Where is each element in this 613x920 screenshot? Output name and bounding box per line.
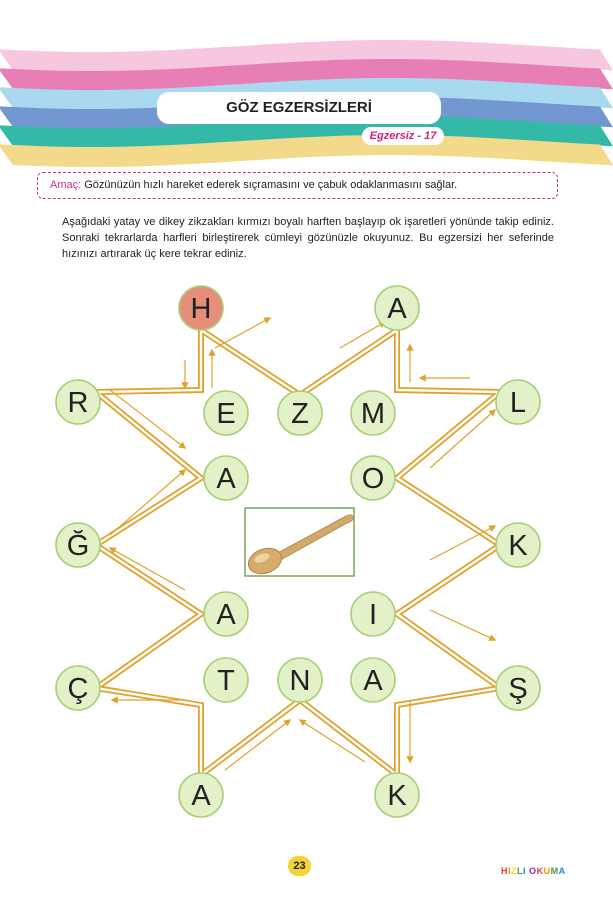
spoon-picture <box>245 508 354 578</box>
letter-circle <box>496 380 540 424</box>
letter-text: I <box>368 599 378 631</box>
letter-text: Ç <box>67 673 89 705</box>
letter-text: T <box>217 665 235 697</box>
brand-letter: L <box>517 866 524 876</box>
letter-circle <box>496 666 540 710</box>
letter-text: E <box>216 398 236 430</box>
letter-circle <box>278 391 322 435</box>
letter-circle <box>204 391 248 435</box>
aim-text: Gözünüzün hızlı hareket ederek sıçramasını ve çabuk odaklanmasını sağlar. <box>81 179 458 191</box>
letter-circle <box>179 773 223 817</box>
brand-letter: A <box>558 866 566 876</box>
letter-circle <box>351 456 395 500</box>
letter-text: Ş <box>508 673 528 705</box>
letter-circle <box>351 658 395 702</box>
zigzag-puzzle <box>0 270 613 830</box>
letter-text: K <box>387 780 407 812</box>
letter-circle <box>56 666 100 710</box>
brand-letter: I <box>523 866 527 876</box>
aim-label: Amaç: <box>50 179 82 191</box>
letter-text: M <box>360 398 386 430</box>
letter-circle <box>204 592 248 636</box>
brand-logo <box>501 866 566 876</box>
letter-text: A <box>363 665 383 697</box>
exercise-badge: Egzersiz - 17 <box>362 127 444 145</box>
direction-arrow <box>110 390 185 448</box>
letter-circle <box>56 523 100 567</box>
brand-letter: M <box>550 866 559 876</box>
brand-letter: K <box>536 866 544 876</box>
direction-arrow <box>430 610 495 640</box>
page-title: GÖZ EGZERSİZLERİ <box>157 92 441 124</box>
letter-text: H <box>190 293 212 325</box>
letter-text: A <box>387 293 407 325</box>
letter-text: A <box>216 599 236 631</box>
aim-box <box>37 172 558 199</box>
direction-arrow <box>110 470 185 535</box>
letter-text: Ğ <box>66 530 90 562</box>
letter-text: A <box>216 463 236 495</box>
start-letter-circle <box>179 286 223 330</box>
letter-circle <box>351 391 395 435</box>
letter-text: O <box>361 463 385 495</box>
direction-arrow <box>225 720 290 770</box>
page-number: 23 <box>288 856 311 876</box>
letter-circle <box>56 380 100 424</box>
letter-text: Z <box>291 398 309 430</box>
brand-letter: Z <box>511 866 518 876</box>
direction-arrow <box>110 548 185 590</box>
letter-circle <box>204 658 248 702</box>
letter-circle <box>375 286 419 330</box>
letter-circle <box>278 658 322 702</box>
letter-circle <box>204 456 248 500</box>
letter-text: K <box>508 530 528 562</box>
brand-letter: H <box>501 866 508 876</box>
instructions-text: Aşağıdaki yatay ve dikey zikzakları kırmızı boyalı harften başlayıp ok işaretleri yönünde takip ediniz. Sonraki tekrarlarda harfleri birleştirerek cümleyi gözünüzle okuyunuz. Bu egzersizi her seferinde hızınızı artırarak üç kere tekrar ediniz. <box>62 216 554 260</box>
letter-text: L <box>509 387 527 419</box>
letter-text: N <box>289 665 311 697</box>
brand-letter: I <box>508 866 512 876</box>
direction-arrow <box>215 318 270 348</box>
letter-circle <box>351 592 395 636</box>
letter-circle <box>496 523 540 567</box>
brand-letter: O <box>529 866 537 876</box>
brand-letter: U <box>543 866 551 876</box>
letter-text: A <box>191 780 211 812</box>
letter-text: R <box>67 387 89 419</box>
letter-circle <box>375 773 419 817</box>
